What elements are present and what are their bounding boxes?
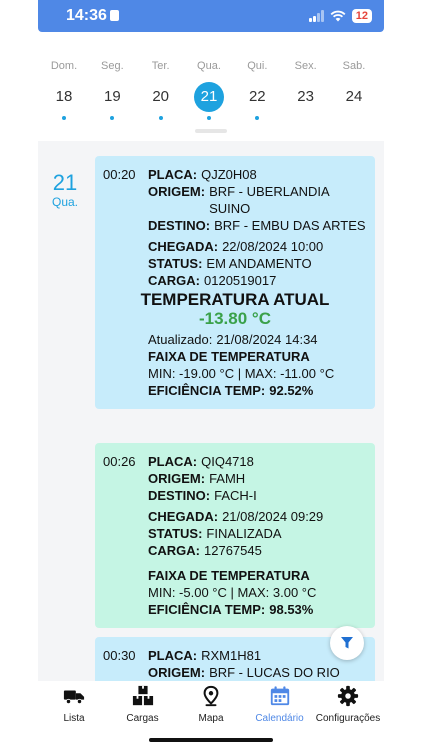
field-label: PLACA:: [148, 167, 198, 182]
destino-value: BRF - EMBU DAS ARTES: [214, 218, 366, 233]
event-dot: [159, 116, 163, 120]
origem-value: BRF - LUCAS DO RIO: [209, 665, 340, 680]
efficiency-value: 92.52%: [269, 383, 314, 398]
temp-range-title: FAIXA DE TEMPERATURA: [148, 349, 310, 364]
battery-indicator: 12: [352, 9, 372, 23]
carga-value: 12767545: [204, 543, 262, 558]
day-monday[interactable]: [92, 60, 132, 120]
field-label: ORIGEM:: [148, 665, 206, 680]
status-value: FINALIZADA: [206, 526, 282, 541]
efficiency-value: 98.53%: [269, 602, 314, 617]
carga-value: 0120519017: [204, 273, 277, 288]
day-name: Qua.: [197, 60, 221, 72]
event-dot: [62, 116, 66, 120]
day-number: 18: [55, 88, 73, 105]
day-number: 23: [297, 88, 314, 105]
map-pin-icon: [200, 685, 222, 707]
tab-mapa[interactable]: [177, 681, 245, 733]
origem-value: BRF - UBERLANDIA SUINO: [209, 184, 329, 216]
day-saturday[interactable]: [334, 60, 374, 120]
placa-value: RXM1H81: [201, 648, 262, 663]
day-number: 24: [345, 88, 363, 105]
agenda-weekday: Qua.: [51, 195, 78, 209]
boxes-icon: [132, 685, 154, 707]
filter-icon: [340, 636, 354, 650]
event-dot: [110, 116, 114, 120]
field-label: ORIGEM:: [148, 471, 206, 486]
day-number: 22: [248, 88, 266, 105]
day-name: Ter.: [151, 60, 170, 72]
day-sunday[interactable]: [44, 60, 84, 120]
day-name: Dom.: [50, 60, 78, 72]
temp-current-value: -13.80 °C: [198, 309, 271, 328]
status-value: EM ANDAMENTO: [206, 256, 312, 271]
day-number: 19: [103, 88, 121, 105]
efficiency-label: EFICIÊNCIA TEMP:: [148, 383, 266, 398]
field-label: DESTINO:: [148, 488, 211, 503]
event-dot: [255, 116, 259, 120]
id-card-icon: [110, 10, 119, 21]
chegada-value: 22/08/2024 10:00: [222, 239, 324, 254]
day-friday[interactable]: [286, 60, 326, 120]
field-label: ORIGEM:: [148, 184, 206, 199]
gear-icon: [337, 685, 359, 707]
card-time: 00:20: [103, 167, 136, 182]
day-name: Sab.: [342, 60, 366, 72]
day-wednesday-selected[interactable]: [189, 60, 229, 120]
temp-range-value: MIN: -19.00 °C | MAX: -11.00 °C: [148, 366, 335, 381]
tab-configuracoes[interactable]: [314, 681, 382, 733]
filter-button[interactable]: [330, 626, 364, 660]
wifi-icon: [330, 10, 346, 22]
chegada-value: 21/08/2024 09:29: [222, 509, 324, 524]
card-time: 00:26: [103, 454, 136, 469]
agenda-day-number: 21: [52, 170, 78, 195]
field-label: STATUS:: [148, 256, 203, 271]
placa-value: QIQ4718: [201, 454, 254, 469]
tab-label: Cargas: [126, 713, 159, 724]
placa-value: QJZ0H08: [201, 167, 257, 182]
load-card[interactable]: [95, 156, 375, 409]
day-thursday[interactable]: [237, 60, 277, 120]
day-number: 21: [194, 82, 224, 112]
event-dot: [207, 116, 211, 120]
day-name: Qui.: [247, 60, 268, 72]
load-card[interactable]: [95, 443, 375, 628]
field-label: CHEGADA:: [148, 239, 219, 254]
event-dot: [352, 116, 356, 120]
tab-label: Mapa: [198, 713, 224, 724]
tab-label: Configurações: [315, 713, 381, 724]
temp-current-title: TEMPERATURA ATUAL: [140, 290, 330, 309]
updated-label: Atualizado:: [148, 332, 213, 347]
tab-lista[interactable]: [40, 681, 108, 733]
updated-value: 21/08/2024 14:34: [216, 332, 318, 347]
tab-label: Calendário: [255, 713, 304, 724]
tab-cargas[interactable]: [109, 681, 177, 733]
field-label: CARGA:: [148, 273, 200, 288]
field-label: PLACA:: [148, 648, 198, 663]
efficiency-label: EFICIÊNCIA TEMP:: [148, 602, 266, 617]
event-dot: [304, 116, 308, 120]
agenda-date: [46, 171, 84, 209]
field-label: STATUS:: [148, 526, 203, 541]
temp-range-value: MIN: -5.00 °C | MAX: 3.00 °C: [148, 585, 317, 600]
day-number: 20: [152, 88, 169, 105]
day-name: Seg.: [101, 60, 124, 72]
origem-value: FAMH: [209, 471, 246, 486]
field-label: PLACA:: [148, 454, 198, 469]
status-time: 14:36: [66, 7, 119, 25]
day-name: Sex.: [294, 60, 317, 72]
tab-bar: [38, 681, 384, 733]
destino-value: FACH-I: [214, 488, 257, 503]
card-time: 00:30: [103, 648, 136, 663]
day-tuesday[interactable]: [141, 60, 181, 120]
field-label: CHEGADA:: [148, 509, 219, 524]
field-label: CARGA:: [148, 543, 200, 558]
temp-range-title: FAIXA DE TEMPERATURA: [148, 568, 310, 583]
agenda-list[interactable]: [38, 141, 384, 681]
tab-label: Lista: [63, 713, 85, 724]
field-label: DESTINO:: [148, 218, 211, 233]
week-strip: [44, 60, 374, 120]
tab-calendario[interactable]: [246, 681, 314, 733]
status-bar: [38, 0, 384, 32]
signal-icon: [309, 10, 324, 22]
truck-icon: [63, 685, 85, 707]
home-indicator: [149, 738, 273, 742]
drag-handle[interactable]: [195, 129, 227, 133]
calendar-icon: [269, 685, 291, 707]
